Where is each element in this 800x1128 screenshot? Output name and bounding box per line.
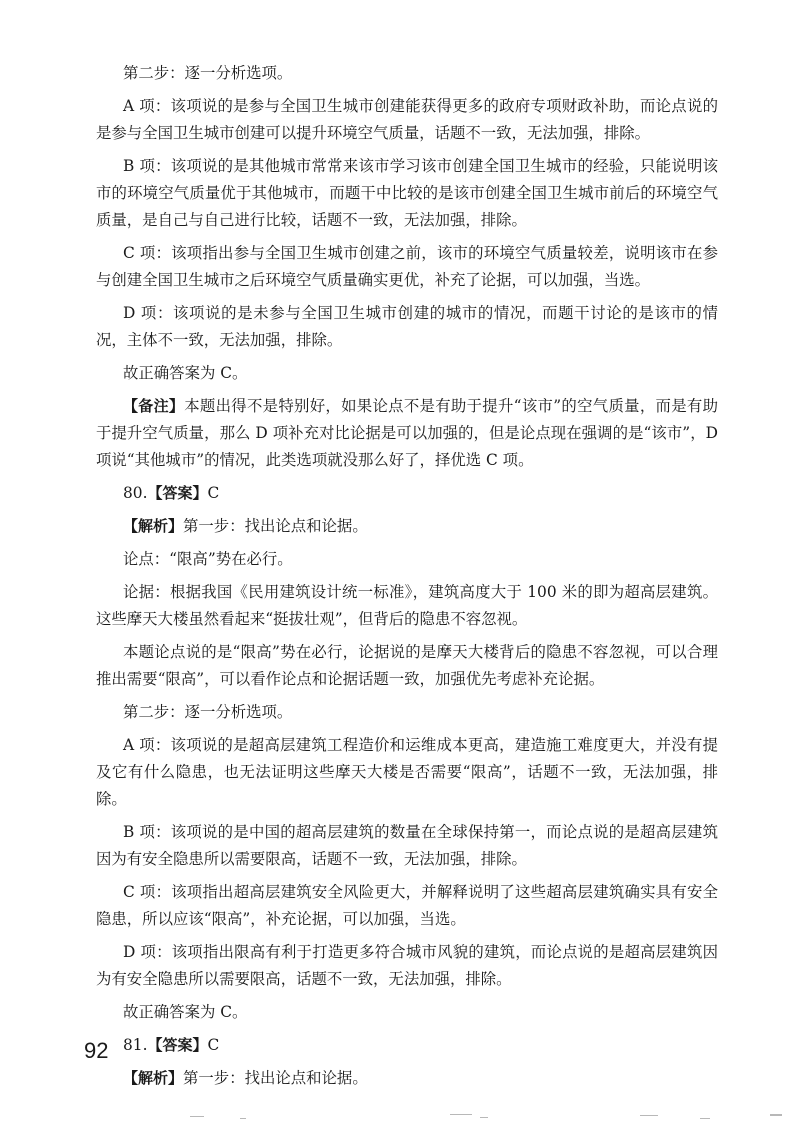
scan-noise-decoration bbox=[0, 1108, 800, 1128]
answer-line bbox=[96, 480, 718, 507]
paragraph: 论据：根据我国《民用建筑设计统一标准》，建筑高度大于 100 米的即为超高层建筑。这些摩天大楼虽然看起来“挺拔壮观”，但背后的隐患不容忽视。 bbox=[96, 583, 718, 628]
page-number: 92 bbox=[84, 1038, 109, 1063]
answer-value: C bbox=[207, 484, 220, 502]
paragraph: C 项：该项指出参与全国卫生城市创建之前，该市的环境空气质量较差，说明该市在参与创建全国卫生城市之后环境空气质量确实更优，补充了论据，可以加强，当选。 bbox=[96, 244, 718, 289]
answer-label: 【答案】 bbox=[147, 484, 208, 502]
answer-value: C bbox=[207, 1036, 220, 1054]
analysis-paragraph: 【解析】第一步：找出论点和论据。 bbox=[123, 1069, 368, 1087]
note-paragraph: 【备注】本题出得不是特别好，如果论点不是有助于提升“该市”的空气质量，而是有助于提升空气质量，那么 D 项补充对比论据是可以加强的，但是论点现在强调的是“该市”，D 项说“其他城市”的情况，此类选项就没那么好了，择优选 C 项。 bbox=[96, 397, 718, 469]
paragraph: D 项：该项说的是未参与全国卫生城市创建的城市的情况，而题干讨论的是该市的情况，主体不一致，无法加强，排除。 bbox=[96, 304, 718, 349]
paragraph: 论点：“限高”势在必行。 bbox=[123, 550, 293, 568]
analysis-paragraph: 【解析】第一步：找出论点和论据。 bbox=[123, 517, 368, 535]
question-number: 81. bbox=[123, 1036, 148, 1054]
paragraph: 故正确答案为 C。 bbox=[123, 1003, 248, 1021]
analysis-label: 【解析】 bbox=[123, 1069, 184, 1087]
paragraph: D 项：该项指出限高有利于打造更多符合城市风貌的建筑，而论点说的是超高层建筑因为有安全隐患所以需要限高，话题不一致，无法加强，排除。 bbox=[96, 943, 718, 988]
paragraph: B 项：该项说的是其他城市常常来该市学习该市创建全国卫生城市的经验，只能说明该市的环境空气质量优于其他城市，而题干中比较的是该市创建全国卫生城市前后的环境空气质量，是自己与自己进行比较，话题不一致，无法加强，排除。 bbox=[96, 157, 718, 229]
paragraph: 第二步：逐一分析选项。 bbox=[123, 703, 293, 721]
answer-line bbox=[96, 1032, 718, 1059]
analysis-label: 【解析】 bbox=[123, 517, 184, 535]
paragraph: 本题论点说的是“限高”势在必行，论据说的是摩天大楼背后的隐患不容忽视，可以合理推出需要“限高”，可以看作论点和论据话题一致，加强优先考虑补充论据。 bbox=[96, 643, 718, 688]
paragraph: 第二步：逐一分析选项。 bbox=[123, 64, 293, 82]
document-body bbox=[96, 60, 718, 1098]
note-label: 【备注】 bbox=[123, 397, 185, 415]
paragraph: A 项：该项说的是超高层建筑工程造价和运维成本更高，建造施工难度更大，并没有提及它有什么隐患，也无法证明这些摩天大楼是否需要“限高”，话题不一致，无法加强，排除。 bbox=[96, 736, 718, 808]
question-number: 80. bbox=[123, 484, 148, 502]
answer-label: 【答案】 bbox=[147, 1036, 208, 1054]
paragraph: B 项：该项说的是中国的超高层建筑的数量在全球保持第一，而论点说的是超高层建筑因为有安全隐患所以需要限高，话题不一致，无法加强，排除。 bbox=[96, 823, 718, 868]
paragraph: C 项：该项指出超高层建筑安全风险更大，并解释说明了这些超高层建筑确实具有安全隐患，所以应该“限高”，补充论据，可以加强，当选。 bbox=[96, 883, 718, 928]
paragraph: A 项：该项说的是参与全国卫生城市创建能获得更多的政府专项财政补助，而论点说的是参与全国卫生城市创建可以提升环境空气质量，话题不一致，无法加强，排除。 bbox=[96, 97, 718, 142]
paragraph: 故正确答案为 C。 bbox=[123, 364, 248, 382]
